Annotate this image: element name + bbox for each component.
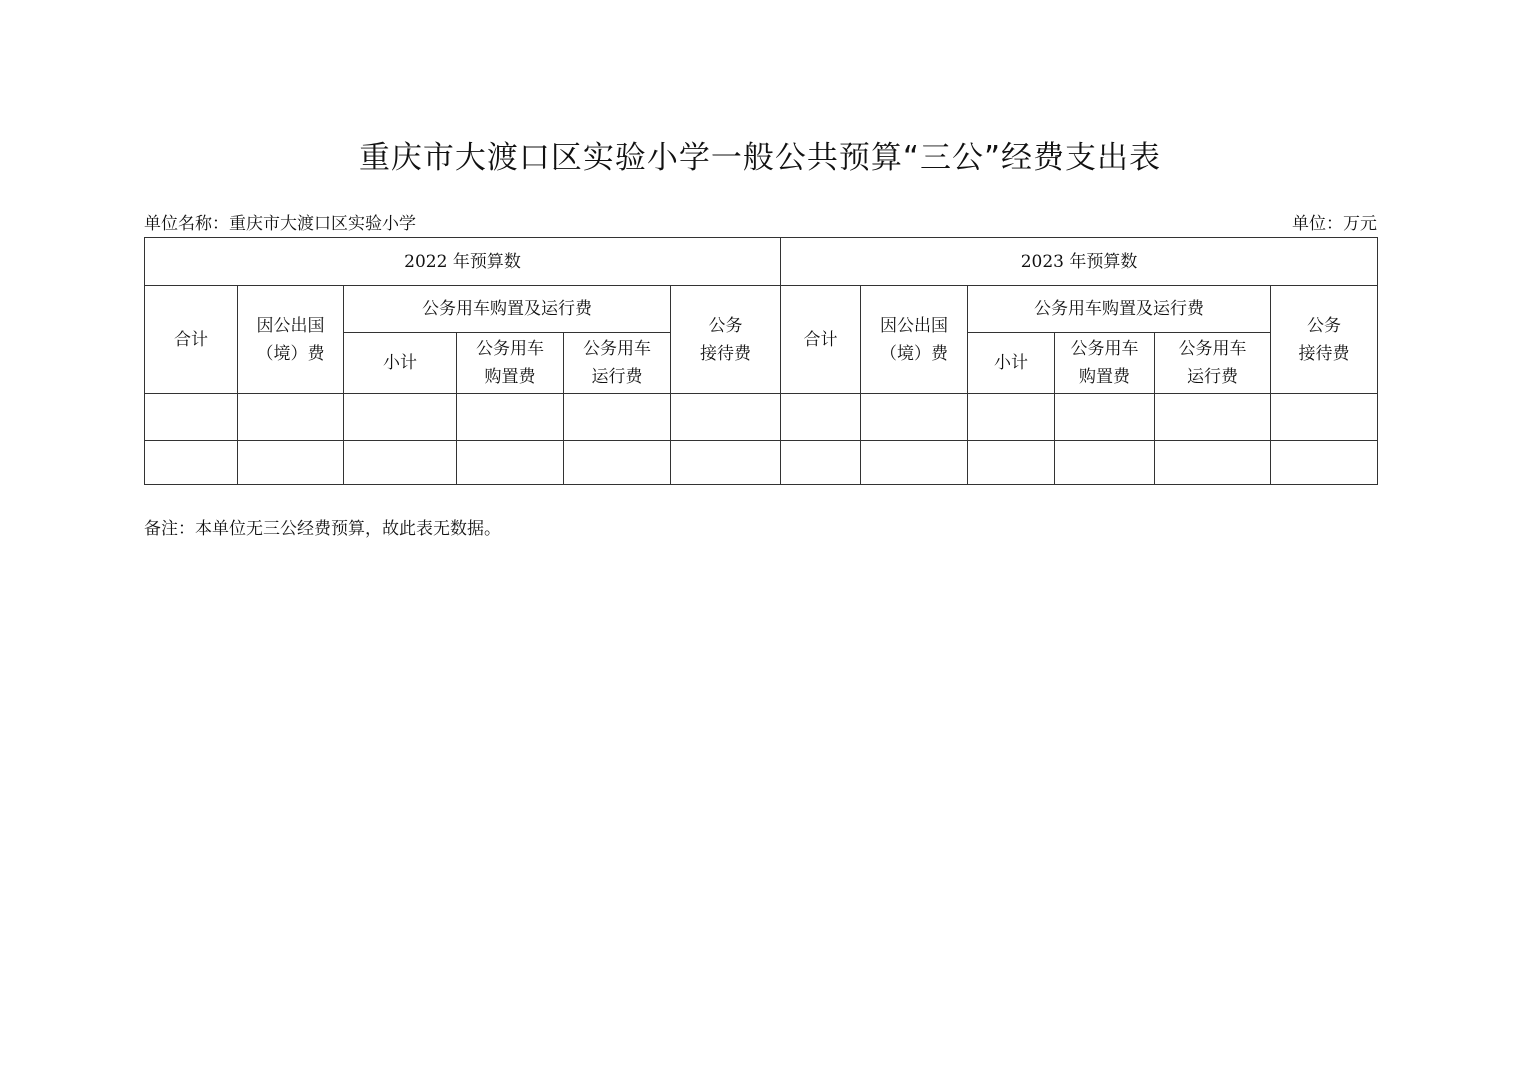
abroad-2022-header — [238, 286, 344, 394]
abroad-2023-line2: （境）费 — [880, 343, 949, 364]
table-cell — [861, 394, 968, 441]
unit-label: 单位：万元 — [1292, 214, 1377, 234]
table-cell — [1271, 394, 1378, 441]
year-2022-header: 2022 年预算数 — [145, 238, 781, 286]
table-cell — [781, 441, 861, 485]
table-cell — [1271, 441, 1378, 485]
reception-2022-header — [671, 286, 781, 394]
page-title: 重庆市大渡口区实验小学一般公共预算“三公”经费支出表 — [358, 140, 1162, 176]
table-cell — [671, 394, 781, 441]
abroad-2022-line1: 因公出国 — [256, 315, 325, 336]
table-cell — [145, 441, 238, 485]
purchase-2023-header — [1055, 333, 1155, 394]
subtotal-2022-header: 小计 — [344, 333, 457, 394]
table-cell — [671, 441, 781, 485]
table-cell — [1155, 441, 1271, 485]
table-cell — [344, 394, 457, 441]
operation-2023-line1: 公务用车 — [1178, 339, 1247, 359]
table-cell — [1055, 394, 1155, 441]
table-row — [145, 441, 1378, 485]
unit-name-label: 单位名称：重庆市大渡口区实验小学 — [144, 214, 416, 234]
abroad-2023-line1: 因公出国 — [880, 315, 949, 336]
table-cell — [968, 394, 1055, 441]
operation-2022-line2: 运行费 — [591, 367, 643, 387]
purchase-2023-line2: 购置费 — [1079, 367, 1131, 387]
table-cell — [238, 441, 344, 485]
table-cell — [344, 441, 457, 485]
table-cell — [238, 394, 344, 441]
table-cell — [145, 394, 238, 441]
vehicle-2022-header: 公务用车购置及运行费 — [344, 286, 671, 333]
abroad-2022-line2: （境）费 — [256, 343, 325, 364]
year-2023-header: 2023 年预算数 — [781, 238, 1378, 286]
table-cell — [1155, 394, 1271, 441]
purchase-2022-line2: 购置费 — [484, 367, 536, 387]
abroad-2023-header — [861, 286, 968, 394]
vehicle-2023-header: 公务用车购置及运行费 — [968, 286, 1271, 333]
total-2023-header: 合计 — [781, 286, 861, 394]
table-cell — [457, 441, 564, 485]
reception-2022-line1: 公务 — [708, 315, 743, 336]
table-cell — [861, 441, 968, 485]
reception-2022-line2: 接待费 — [700, 343, 751, 364]
table-row — [145, 394, 1378, 441]
table-cell — [1055, 441, 1155, 485]
table-cell — [781, 394, 861, 441]
budget-table — [144, 237, 1378, 485]
table-cell — [564, 441, 671, 485]
purchase-2022-header — [457, 333, 564, 394]
reception-2023-header — [1271, 286, 1378, 394]
footnote: 备注：本单位无三公经费预算，故此表无数据。 — [144, 519, 501, 539]
operation-2023-line2: 运行费 — [1187, 367, 1239, 387]
table-cell — [457, 394, 564, 441]
operation-2023-header — [1155, 333, 1271, 394]
purchase-2023-line1: 公务用车 — [1070, 339, 1139, 359]
reception-2023-line1: 公务 — [1307, 315, 1342, 336]
operation-2022-header — [564, 333, 671, 394]
table-cell — [968, 441, 1055, 485]
meta-row — [144, 211, 1377, 237]
table-cell — [564, 394, 671, 441]
total-2022-header: 合计 — [145, 286, 238, 394]
reception-2023-line2: 接待费 — [1298, 343, 1350, 364]
subtotal-2023-header: 小计 — [968, 333, 1055, 394]
operation-2022-line1: 公务用车 — [583, 339, 651, 359]
purchase-2022-line1: 公务用车 — [476, 339, 544, 359]
